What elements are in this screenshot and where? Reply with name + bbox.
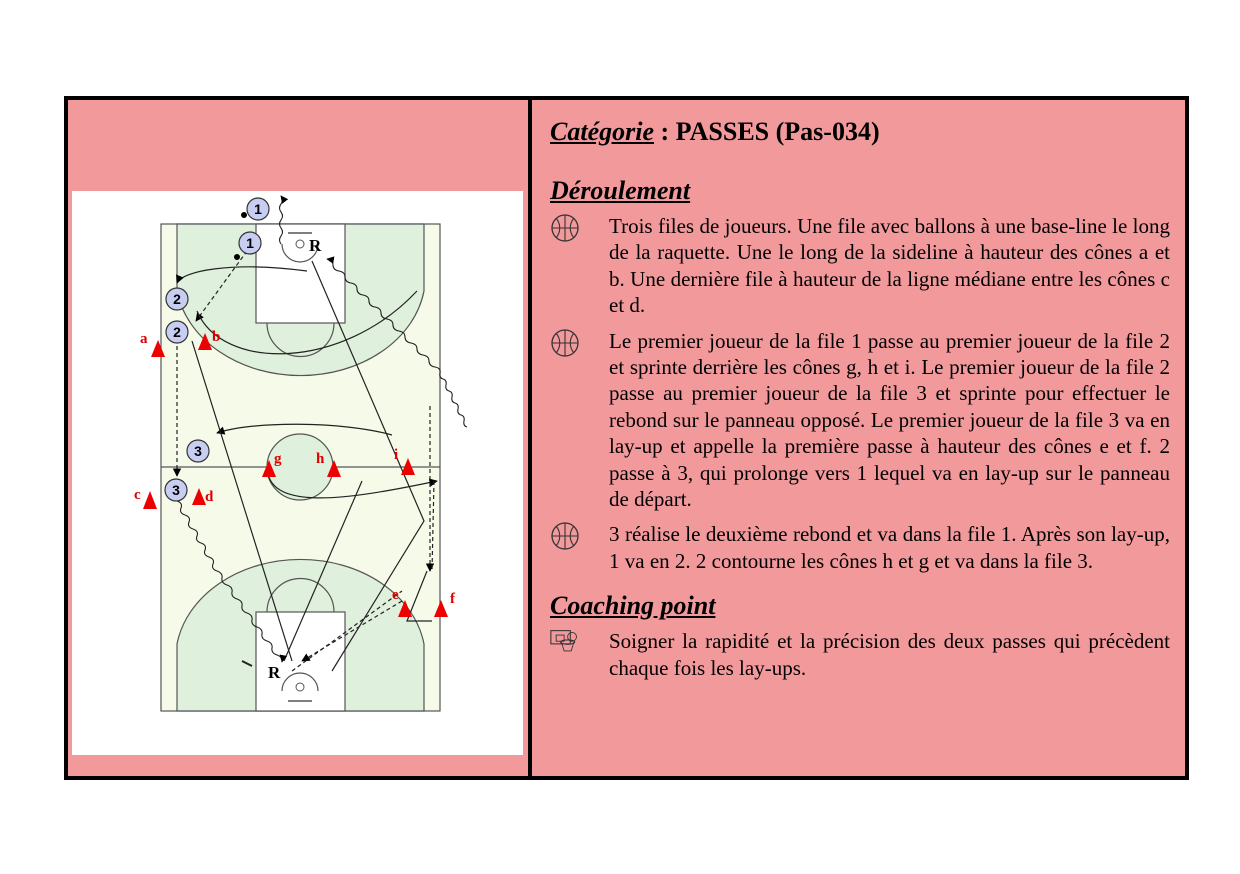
svg-text:h: h bbox=[316, 451, 325, 467]
player-3-front bbox=[165, 479, 187, 501]
player-1-back bbox=[241, 198, 269, 220]
player-label: 2 bbox=[173, 291, 181, 307]
item-text: Le premier joueur de la file 1 passe au premier joueur de la file 2 et sprinte derrière les cônes g, h et i. Le premier joueur de la file 2 passe au premier joueur de la file 3 et sprinte pour effectuer le rebond sur le panneau opposé. Le premier joueur de la file 3 va en lay-up et appelle la première passe à hauteur des cônes e et f. 2 passe à 3, qui prolonge vers 1 lequel va en lay-up sur le panneau de départ. bbox=[609, 328, 1170, 512]
list-item bbox=[550, 628, 1170, 681]
svg-text:a: a bbox=[140, 331, 148, 347]
svg-text:d: d bbox=[205, 489, 214, 505]
player-label: 1 bbox=[254, 201, 262, 217]
category-separator: : bbox=[654, 117, 676, 146]
item-text: Soigner la rapidité et la précision des deux passes qui précèdent chaque fois les lay-ups. bbox=[609, 629, 1170, 680]
player-label: 1 bbox=[246, 235, 254, 251]
category-value: PASSES (Pas-034) bbox=[675, 117, 880, 146]
court-diagram bbox=[72, 191, 523, 755]
category-label: Catégorie bbox=[550, 117, 654, 146]
list-item bbox=[550, 328, 1170, 513]
svg-text:e: e bbox=[392, 587, 399, 603]
player-3-back bbox=[187, 440, 209, 462]
list-item bbox=[550, 521, 1170, 574]
player-2-back bbox=[166, 288, 188, 310]
svg-text:i: i bbox=[394, 447, 399, 463]
deroulement-title: Déroulement bbox=[550, 176, 691, 205]
player-label: 3 bbox=[194, 443, 202, 459]
svg-text:b: b bbox=[212, 329, 221, 345]
basket-hoop-icon bbox=[550, 628, 580, 658]
svg-text:f: f bbox=[450, 591, 455, 607]
player-2-front bbox=[166, 321, 188, 343]
column-divider bbox=[528, 96, 532, 780]
svg-text:c: c bbox=[134, 487, 141, 503]
svg-text:g: g bbox=[274, 451, 282, 467]
rebound-bottom-label: R bbox=[268, 663, 281, 682]
court bbox=[161, 224, 440, 711]
item-text: Trois files de joueurs. Une file avec ballons à une base-line le long de la raquette. Une le long de la sideline à hauteur des cônes a et b. Une dernière file à hauteur de la ligne médiane entre les cônes c et d. bbox=[609, 214, 1170, 318]
coaching-list bbox=[550, 628, 1170, 681]
list-item bbox=[550, 213, 1170, 319]
cone-c bbox=[134, 487, 157, 509]
player-label: 2 bbox=[173, 324, 181, 340]
basketball-icon bbox=[550, 521, 580, 551]
player-label: 3 bbox=[172, 482, 180, 498]
coaching-title: Coaching point bbox=[550, 591, 716, 621]
deroulement-list bbox=[550, 213, 1170, 574]
basketball-icon bbox=[550, 213, 580, 243]
rebound-top-label: R bbox=[309, 236, 322, 255]
category-line bbox=[550, 112, 1170, 152]
basketball-icon bbox=[550, 328, 580, 358]
drill-description bbox=[550, 112, 1170, 690]
item-text: 3 réalise le deuxième rebond et va dans la file 1. Après son lay-up, 1 va en 2. 2 contourne les cônes h et g et va dans la file 3. bbox=[609, 522, 1170, 573]
